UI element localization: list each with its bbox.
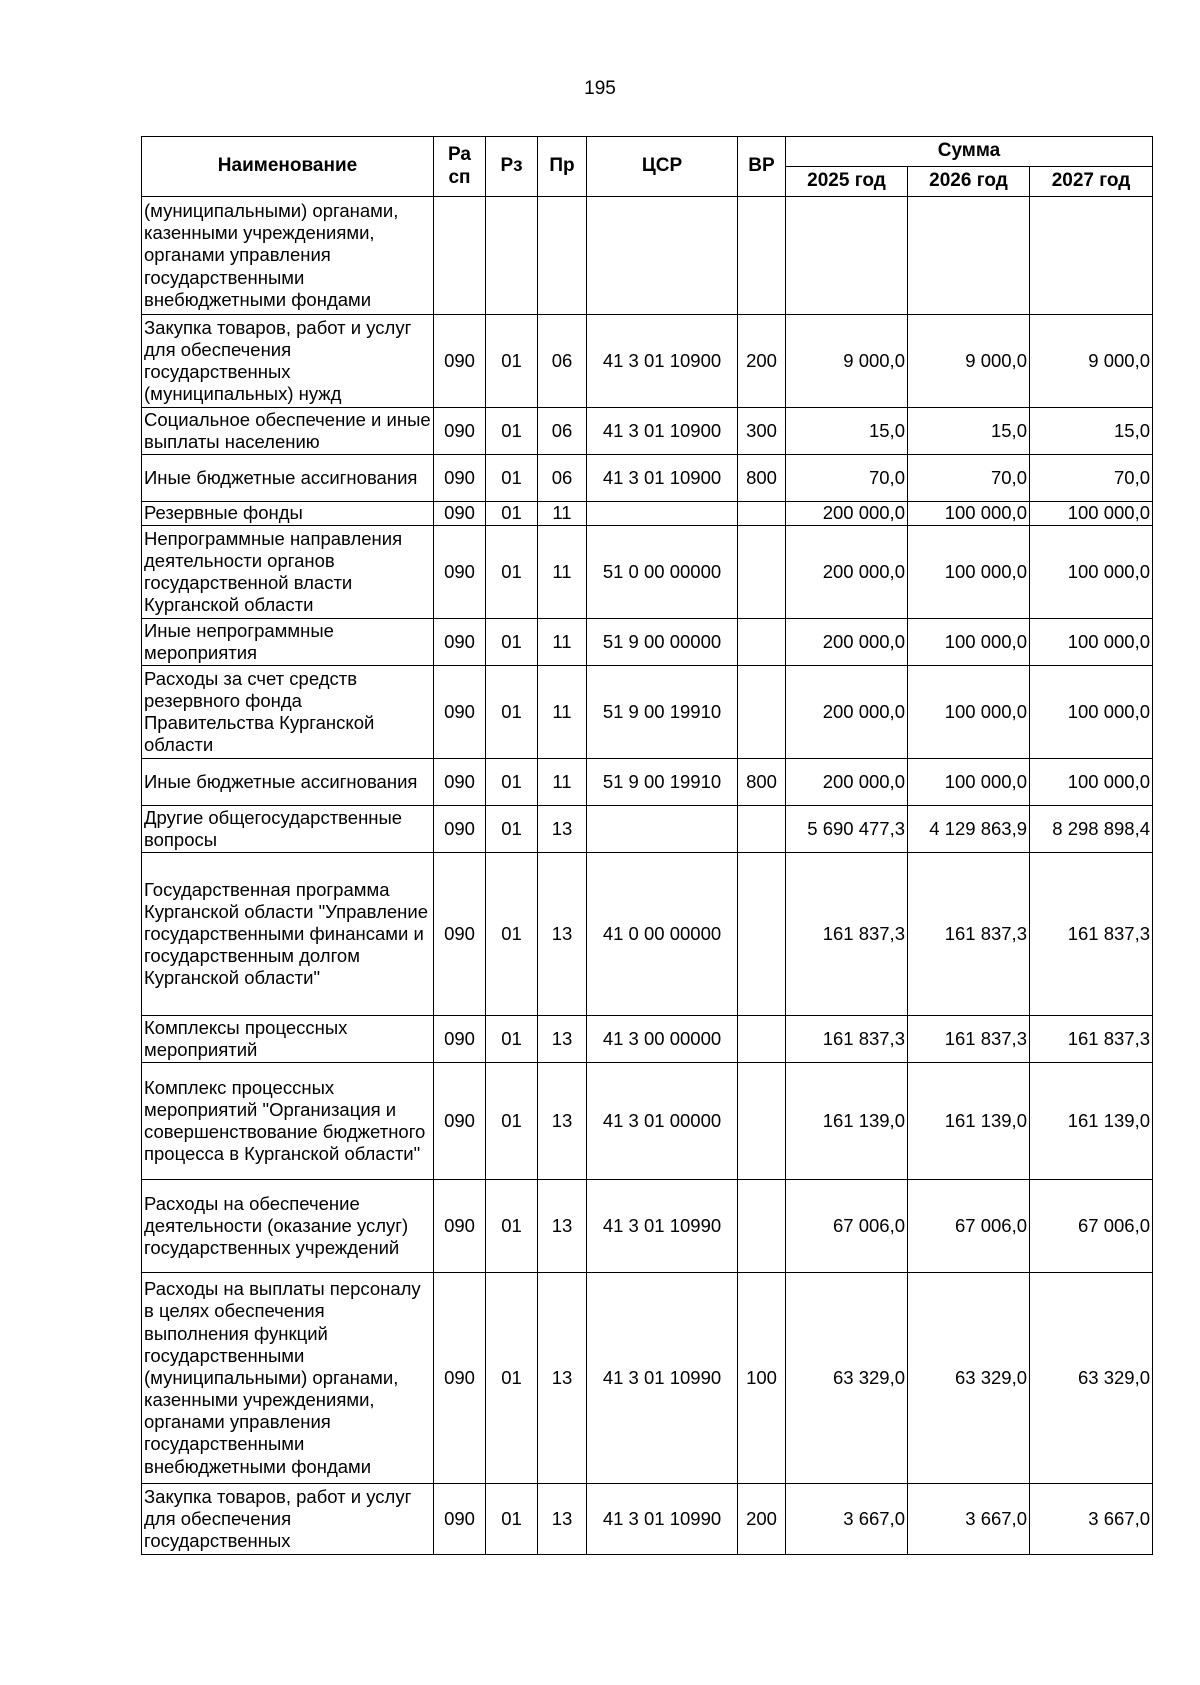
cell-y2027: 100 000,0: [1030, 759, 1153, 806]
cell-name: Другие общегосударственные вопросы: [142, 806, 434, 853]
cell-vr: [738, 502, 786, 526]
cell-rasp: 090: [434, 853, 486, 1016]
cell-name: Иные непрограммные мероприятия: [142, 619, 434, 666]
cell-y2026: 100 000,0: [908, 502, 1030, 526]
cell-name: Резервные фонды: [142, 502, 434, 526]
cell-name: Иные бюджетные ассигнования: [142, 455, 434, 502]
header-rz: Рз: [486, 137, 538, 197]
cell-pr: 13: [538, 1016, 587, 1063]
table-row: [142, 315, 1153, 408]
cell-y2026: 161 837,3: [908, 1016, 1030, 1063]
cell-y2026: 70,0: [908, 455, 1030, 502]
cell-name: Комплекс процессных мероприятий "Организация и совершенствование бюджетного процесса в Курганской области": [142, 1063, 434, 1180]
cell-y2027: 70,0: [1030, 455, 1153, 502]
cell-y2026: 15,0: [908, 408, 1030, 455]
page-number: 195: [584, 78, 616, 99]
cell-vr: 200: [738, 315, 786, 408]
cell-csr: 41 3 01 10990: [587, 1273, 738, 1484]
cell-y2026: 67 006,0: [908, 1180, 1030, 1273]
cell-y2026: 161 139,0: [908, 1063, 1030, 1180]
cell-vr: [738, 1180, 786, 1273]
cell-rasp: [434, 197, 486, 315]
cell-rasp: 090: [434, 315, 486, 408]
cell-csr: 41 3 01 10990: [587, 1484, 738, 1555]
cell-y2025: 200 000,0: [786, 619, 908, 666]
cell-pr: 06: [538, 315, 587, 408]
header-name: Наименование: [142, 137, 434, 197]
table-row: [142, 197, 1153, 315]
cell-vr: [738, 853, 786, 1016]
cell-name: Расходы на обеспечение деятельности (оказание услуг) государственных учреждений: [142, 1180, 434, 1273]
cell-y2027: 67 006,0: [1030, 1180, 1153, 1273]
table-body: [142, 197, 1153, 1555]
table-row: [142, 1063, 1153, 1180]
cell-rz: 01: [486, 1016, 538, 1063]
cell-csr: [587, 197, 738, 315]
cell-y2025: [786, 197, 908, 315]
cell-rz: 01: [486, 315, 538, 408]
cell-rz: 01: [486, 806, 538, 853]
cell-vr: [738, 1016, 786, 1063]
cell-csr: 41 3 01 00000: [587, 1063, 738, 1180]
cell-pr: [538, 197, 587, 315]
cell-vr: 800: [738, 759, 786, 806]
cell-vr: 800: [738, 455, 786, 502]
cell-rz: 01: [486, 853, 538, 1016]
cell-y2026: 100 000,0: [908, 526, 1030, 619]
cell-vr: [738, 806, 786, 853]
cell-rz: 01: [486, 502, 538, 526]
table-header: [142, 137, 1153, 197]
cell-rz: 01: [486, 1063, 538, 1180]
cell-y2025: 63 329,0: [786, 1273, 908, 1484]
cell-y2026: 63 329,0: [908, 1273, 1030, 1484]
cell-rz: 01: [486, 1484, 538, 1555]
cell-pr: 13: [538, 853, 587, 1016]
cell-pr: 11: [538, 526, 587, 619]
cell-name: Непрограммные направления деятельности органов государственной власти Курганской области: [142, 526, 434, 619]
cell-csr: 41 3 01 10900: [587, 315, 738, 408]
cell-vr: [738, 526, 786, 619]
cell-rz: 01: [486, 1180, 538, 1273]
cell-csr: 51 9 00 19910: [587, 759, 738, 806]
cell-y2027: 63 329,0: [1030, 1273, 1153, 1484]
cell-rasp: 090: [434, 1063, 486, 1180]
cell-name: Государственная программа Курганской области "Управление государственными финансами и государственным долгом Курганской области": [142, 853, 434, 1016]
cell-pr: 13: [538, 806, 587, 853]
cell-y2026: 161 837,3: [908, 853, 1030, 1016]
cell-rz: [486, 197, 538, 315]
cell-y2026: 9 000,0: [908, 315, 1030, 408]
cell-csr: 51 9 00 19910: [587, 666, 738, 759]
cell-rasp: 090: [434, 455, 486, 502]
cell-pr: 13: [538, 1180, 587, 1273]
cell-rasp: 090: [434, 1484, 486, 1555]
header-2027: 2027 год: [1030, 167, 1153, 197]
cell-rasp: 090: [434, 619, 486, 666]
cell-pr: 11: [538, 502, 587, 526]
cell-y2025: 200 000,0: [786, 666, 908, 759]
cell-pr: 13: [538, 1273, 587, 1484]
cell-pr: 13: [538, 1063, 587, 1180]
cell-name: Комплексы процессных мероприятий: [142, 1016, 434, 1063]
cell-y2025: 9 000,0: [786, 315, 908, 408]
cell-vr: [738, 666, 786, 759]
cell-csr: [587, 502, 738, 526]
cell-y2027: 15,0: [1030, 408, 1153, 455]
table-row: [142, 455, 1153, 502]
cell-y2025: 70,0: [786, 455, 908, 502]
cell-rasp: 090: [434, 806, 486, 853]
cell-csr: 41 3 01 10900: [587, 455, 738, 502]
cell-y2027: [1030, 197, 1153, 315]
cell-name: Иные бюджетные ассигнования: [142, 759, 434, 806]
cell-y2026: 4 129 863,9: [908, 806, 1030, 853]
cell-name: Расходы на выплаты персоналу в целях обеспечения выполнения функций государственными (муниципальными) органами, казенными учреждениями, органами управления государственными внебюджетными фондами: [142, 1273, 434, 1484]
cell-rz: 01: [486, 619, 538, 666]
header-csr: ЦСР: [587, 137, 738, 197]
header-rasp: Ра сп: [434, 137, 486, 197]
cell-rz: 01: [486, 759, 538, 806]
table-row: [142, 666, 1153, 759]
cell-rz: 01: [486, 666, 538, 759]
cell-y2027: 161 139,0: [1030, 1063, 1153, 1180]
cell-y2027: 100 000,0: [1030, 502, 1153, 526]
cell-rasp: 090: [434, 759, 486, 806]
cell-y2025: 161 837,3: [786, 853, 908, 1016]
cell-csr: 51 0 00 00000: [587, 526, 738, 619]
cell-y2025: 200 000,0: [786, 759, 908, 806]
cell-vr: [738, 619, 786, 666]
cell-pr: 11: [538, 666, 587, 759]
table-row: [142, 502, 1153, 526]
budget-table: [141, 136, 1153, 1555]
table-row: [142, 619, 1153, 666]
cell-pr: 13: [538, 1484, 587, 1555]
cell-rasp: 090: [434, 408, 486, 455]
header-sum: Сумма: [786, 137, 1153, 167]
cell-rasp: 090: [434, 502, 486, 526]
cell-rz: 01: [486, 408, 538, 455]
cell-y2025: 5 690 477,3: [786, 806, 908, 853]
cell-rasp: 090: [434, 666, 486, 759]
cell-y2026: 100 000,0: [908, 666, 1030, 759]
cell-pr: 11: [538, 759, 587, 806]
table-row: [142, 759, 1153, 806]
cell-y2025: 161 837,3: [786, 1016, 908, 1063]
cell-csr: 41 0 00 00000: [587, 853, 738, 1016]
cell-csr: 51 9 00 00000: [587, 619, 738, 666]
cell-y2027: 100 000,0: [1030, 526, 1153, 619]
cell-vr: 100: [738, 1273, 786, 1484]
table-row: [142, 1016, 1153, 1063]
table-row: [142, 806, 1153, 853]
cell-rz: 01: [486, 526, 538, 619]
cell-name: Закупка товаров, работ и услуг для обеспечения государственных (муниципальных) нужд: [142, 315, 434, 408]
cell-vr: [738, 1063, 786, 1180]
cell-rasp: 090: [434, 526, 486, 619]
cell-y2025: 67 006,0: [786, 1180, 908, 1273]
cell-name: (муниципальными) органами, казенными учреждениями, органами управления государственными внебюджетными фондами: [142, 197, 434, 315]
cell-rz: 01: [486, 455, 538, 502]
header-2026: 2026 год: [908, 167, 1030, 197]
cell-name: Расходы за счет средств резервного фонда Правительства Курганской области: [142, 666, 434, 759]
cell-y2027: 100 000,0: [1030, 666, 1153, 759]
cell-y2026: 3 667,0: [908, 1484, 1030, 1555]
table-row: [142, 1180, 1153, 1273]
cell-y2026: 100 000,0: [908, 759, 1030, 806]
cell-vr: 200: [738, 1484, 786, 1555]
cell-y2025: 15,0: [786, 408, 908, 455]
cell-y2027: 161 837,3: [1030, 1016, 1153, 1063]
table-row: [142, 526, 1153, 619]
header-pr: Пр: [538, 137, 587, 197]
cell-pr: 06: [538, 408, 587, 455]
cell-vr: [738, 197, 786, 315]
cell-csr: [587, 806, 738, 853]
header-vr: ВР: [738, 137, 786, 197]
cell-y2027: 9 000,0: [1030, 315, 1153, 408]
cell-csr: 41 3 00 00000: [587, 1016, 738, 1063]
cell-y2026: [908, 197, 1030, 315]
cell-pr: 11: [538, 619, 587, 666]
cell-vr: 300: [738, 408, 786, 455]
table-row: [142, 1484, 1153, 1555]
cell-name: Закупка товаров, работ и услуг для обеспечения государственных: [142, 1484, 434, 1555]
cell-rasp: 090: [434, 1016, 486, 1063]
cell-rasp: 090: [434, 1273, 486, 1484]
cell-y2027: 3 667,0: [1030, 1484, 1153, 1555]
cell-csr: 41 3 01 10900: [587, 408, 738, 455]
cell-csr: 41 3 01 10990: [587, 1180, 738, 1273]
header-2025: 2025 год: [786, 167, 908, 197]
cell-y2027: 8 298 898,4: [1030, 806, 1153, 853]
table-row: [142, 408, 1153, 455]
cell-y2027: 161 837,3: [1030, 853, 1153, 1016]
cell-y2025: 200 000,0: [786, 526, 908, 619]
cell-y2025: 200 000,0: [786, 502, 908, 526]
cell-rasp: 090: [434, 1180, 486, 1273]
table-row: [142, 853, 1153, 1016]
cell-y2025: 161 139,0: [786, 1063, 908, 1180]
cell-pr: 06: [538, 455, 587, 502]
cell-rz: 01: [486, 1273, 538, 1484]
cell-name: Социальное обеспечение и иные выплаты населению: [142, 408, 434, 455]
cell-y2025: 3 667,0: [786, 1484, 908, 1555]
cell-y2026: 100 000,0: [908, 619, 1030, 666]
cell-y2027: 100 000,0: [1030, 619, 1153, 666]
table-row: [142, 1273, 1153, 1484]
